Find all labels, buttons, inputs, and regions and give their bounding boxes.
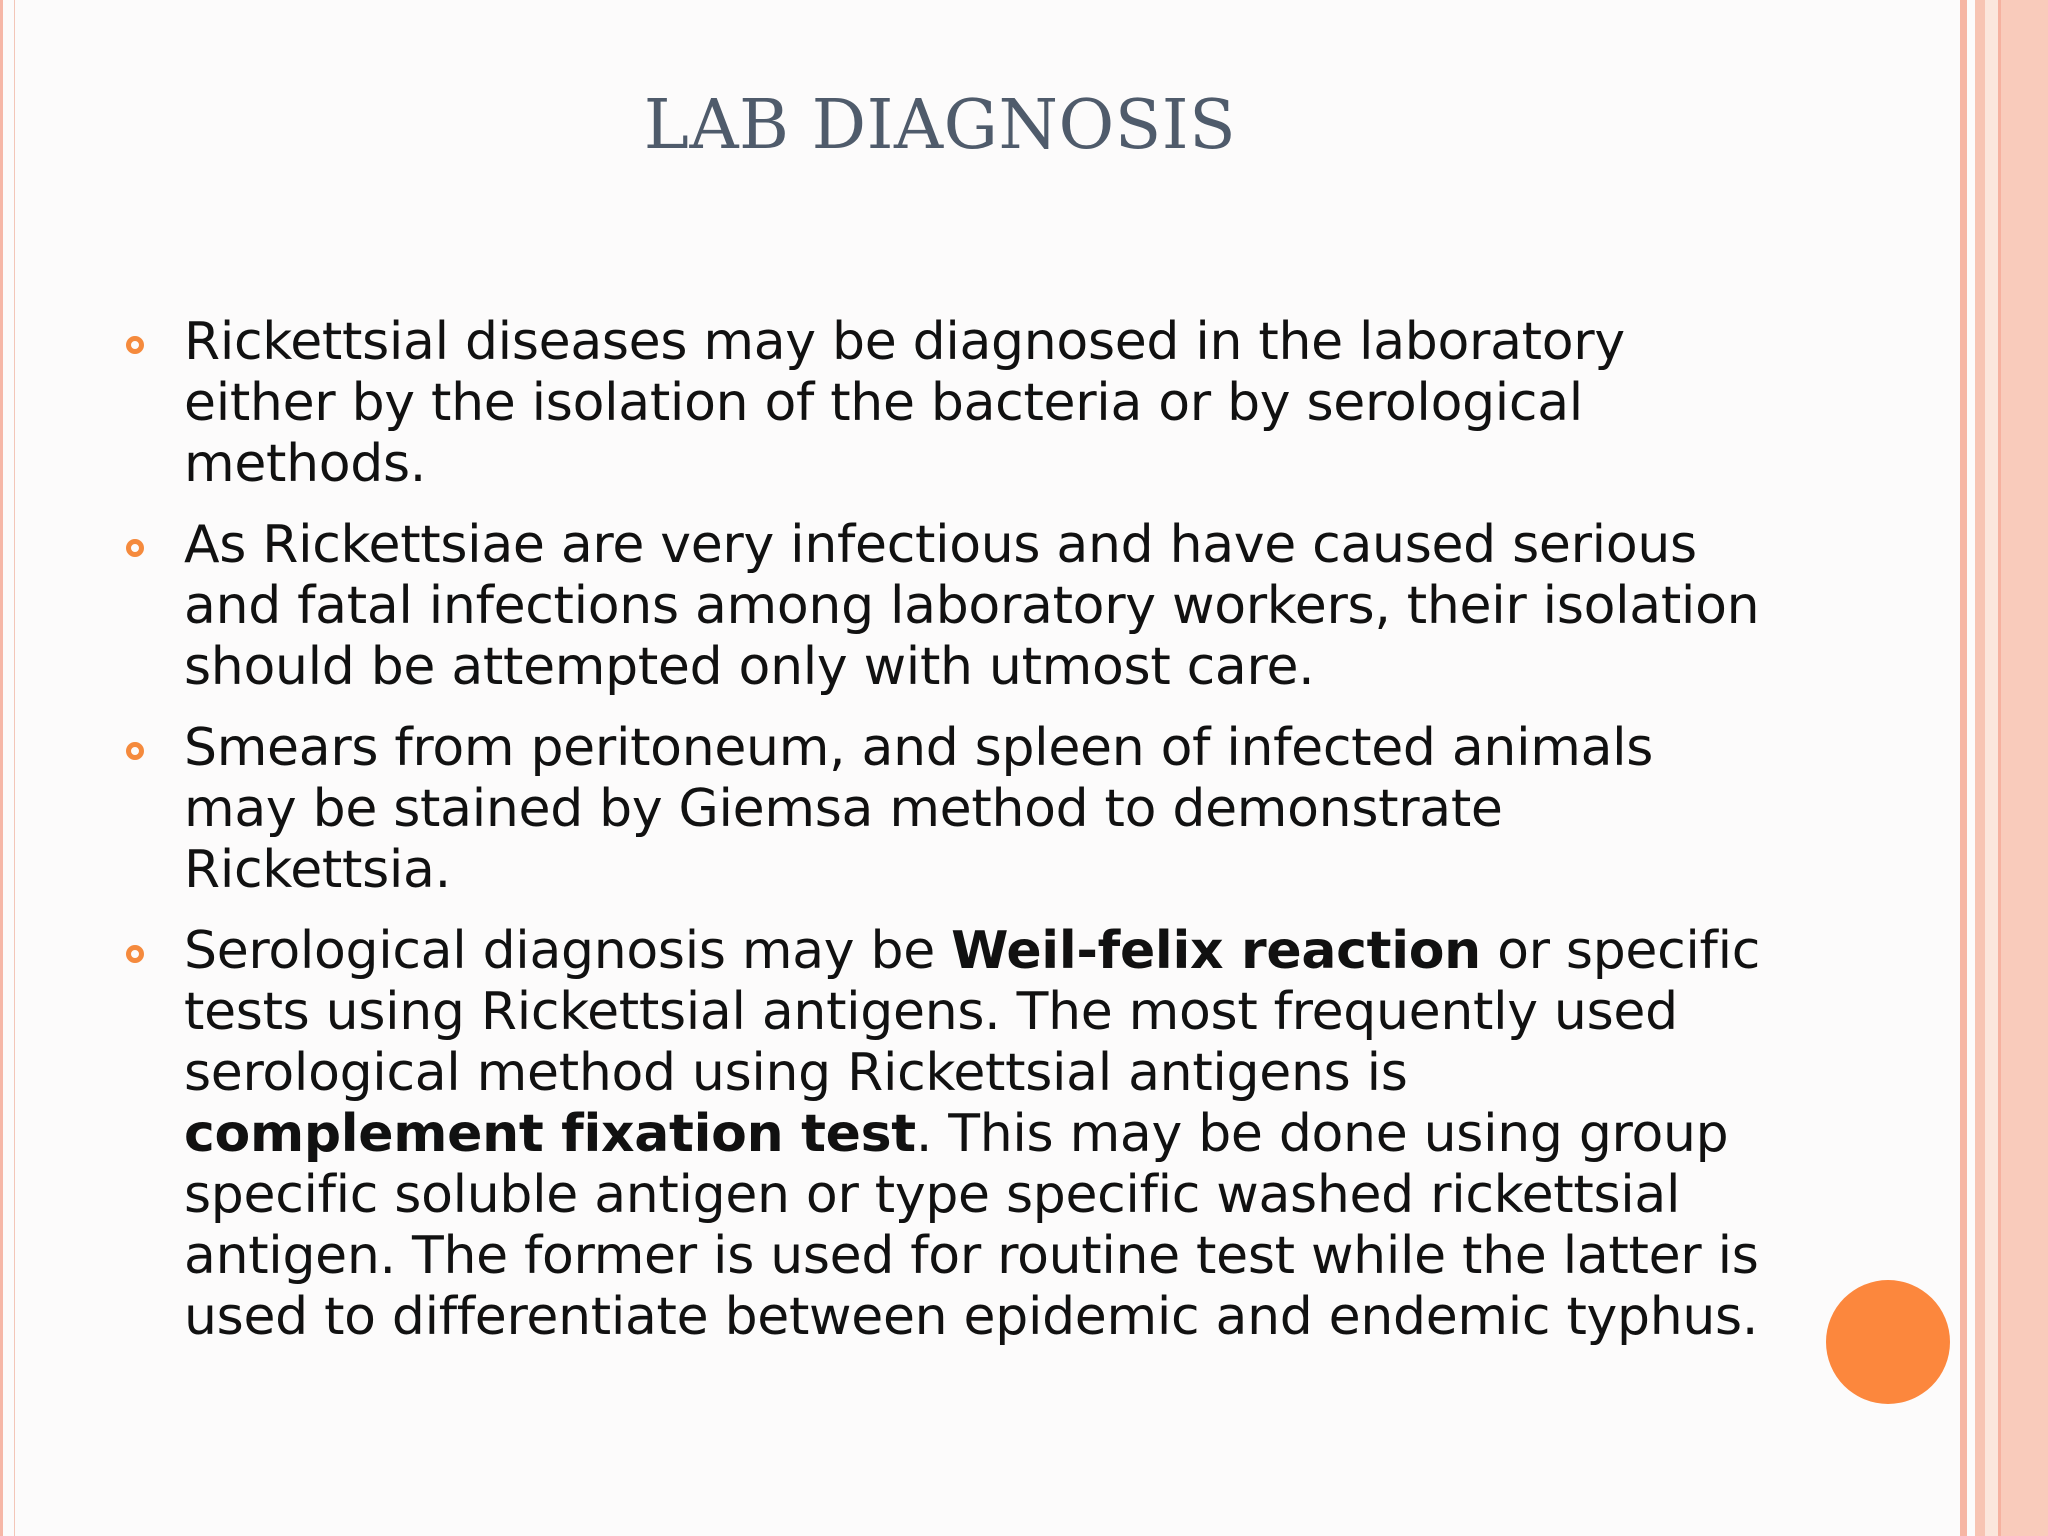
- right-border-band: [1985, 0, 1998, 1536]
- hollow-circle-bullet-icon: [126, 539, 144, 557]
- bullet-text-segment: Serological diagnosis may be: [184, 921, 952, 981]
- bullet-item: [120, 921, 1760, 1348]
- bullet-text-segment: . This may be done using group specific soluble antigen or type specific washed rickettsial antigen. The former is used for routine test while the latter is used to differentiate between epidemic and endemic typhus.: [184, 1104, 1759, 1347]
- bullet-list: [120, 312, 1760, 1368]
- orange-circle-icon: [1826, 1280, 1950, 1404]
- left-border-thin-stripe: [14, 0, 15, 1536]
- right-border-band: [2001, 0, 2048, 1536]
- bullet-text: As Rickettsiae are very infectious and have caused serious and fatal infections among laboratory workers, their isolation should be attempted only with utmost care.: [184, 515, 1760, 697]
- hollow-circle-bullet-icon: [126, 742, 144, 760]
- bullet-item: [120, 515, 1760, 698]
- right-border-band: [1960, 0, 1967, 1536]
- hollow-circle-bullet-icon: [126, 336, 144, 354]
- bold-term-weil-felix: Weil-felix reaction: [951, 921, 1481, 981]
- bullet-item: [120, 312, 1760, 495]
- bullet-text: [184, 921, 1760, 1348]
- bullet-text-segment: or specific tests using Rickettsial antigens. The most frequently used serological method using Rickettsial antigens is: [184, 921, 1760, 1103]
- slide-title: LAB DIAGNOSIS: [643, 86, 1237, 165]
- right-border-band: [1975, 0, 1985, 1536]
- left-border-stripe: [0, 0, 3, 1536]
- bullet-item: [120, 718, 1760, 901]
- bullet-text: Smears from peritoneum, and spleen of infected animals may be stained by Giemsa method to demonstrate Rickettsia.: [184, 718, 1654, 900]
- hollow-circle-bullet-icon: [126, 945, 144, 963]
- bold-term-complement-fixation: complement fixation test: [184, 1104, 916, 1164]
- bullet-text: Rickettsial diseases may be diagnosed in the laboratory either by the isolation of the bacteria or by serological methods.: [184, 312, 1625, 494]
